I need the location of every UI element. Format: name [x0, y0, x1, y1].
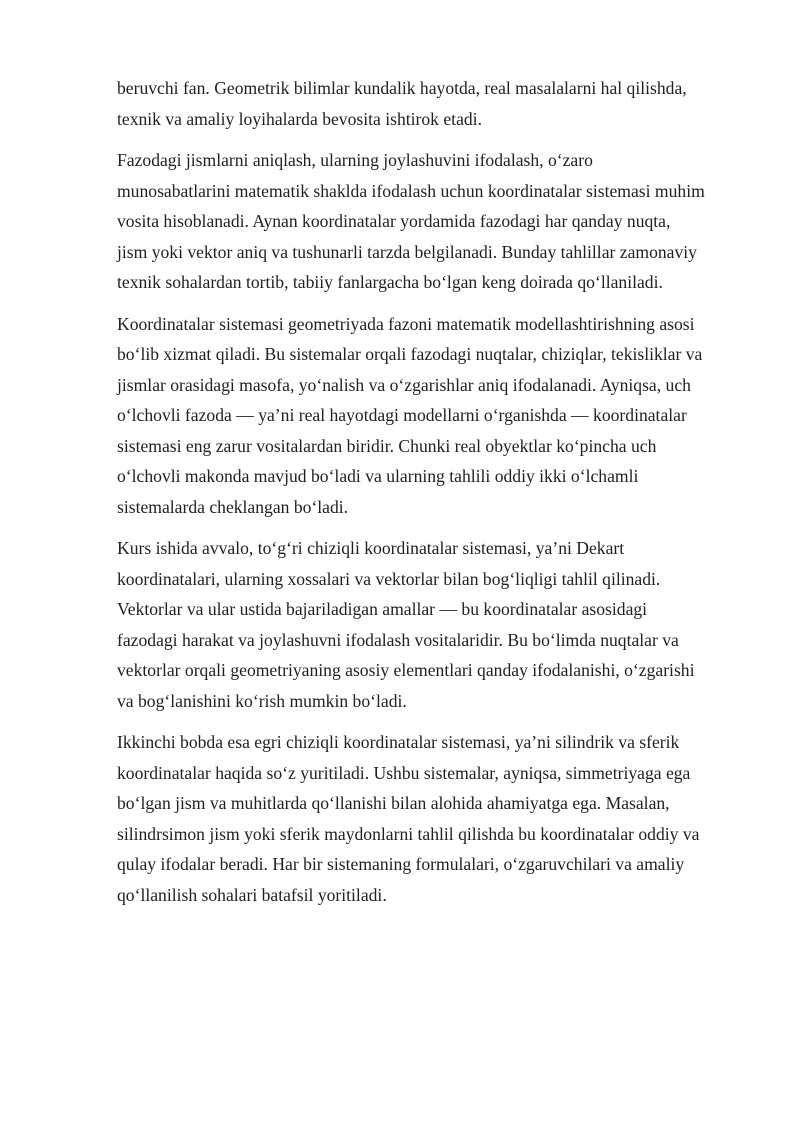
paragraph-2 — [117, 145, 747, 298]
text-line: texnik sohalardan tortib, tabiiy fanlargacha bo‘lgan keng doirada qo‘llaniladi. — [117, 272, 663, 292]
text-line: sistemasi eng zarur vositalardan biridir. Chunki real obyektlar ko‘pincha uch — [117, 435, 657, 456]
text-line: Fazodagi jismlarni aniqlash, ularning joylashuvini ifodalash, o‘zaro — [117, 150, 593, 170]
text-line: koordinatalari, ularning xossalari va vektorlar bilan bog‘liqligi tahlil qilinadi. — [117, 568, 661, 589]
text-line: Ikkinchi bobda esa egri chiziqli koordinatalar sistemasi, ya’ni silindrik va sferik — [117, 732, 680, 752]
paragraph-1 — [117, 73, 747, 134]
text-line: vektorlar orqali geometriyaning asosiy elementlari qanday ifodalanishi, o‘zgarishi — [117, 660, 695, 680]
text-line: qulay ifodalar beradi. Har bir sistemaning formulalari, o‘zgaruvchilari va amaliy — [117, 854, 685, 874]
paragraph-5 — [117, 727, 747, 910]
paragraph-3 — [117, 309, 747, 523]
text-line: o‘lchovli fazoda — ya’ni real hayotdagi modellarni o‘rganishda — koordinatalar — [117, 405, 687, 425]
text-line: Koordinatalar sistemasi geometriyada fazoni matematik modellashtirishning asosi — [117, 313, 695, 334]
text-line: texnik va amaliy loyihalarda bevosita ishtirok etadi. — [117, 108, 482, 129]
text-line: bo‘lib xizmat qiladi. Bu sistemalar orqali fazodagi nuqtalar, chiziqlar, tekisliklar va — [117, 344, 703, 364]
text-line: fazodagi harakat va joylashuvni ifodalash vositalaridir. Bu bo‘limda nuqtalar va — [117, 629, 679, 650]
text-line: vosita hisoblanadi. Aynan koordinatalar yordamida fazodagi har qanday nuqta, — [117, 211, 671, 231]
text-line: qo‘llanilish sohalari batafsil yoritiladi. — [117, 884, 387, 905]
document-body — [117, 73, 747, 921]
text-line: munosabatlarini matematik shaklda ifodalash uchun koordinatalar sistemasi muhim — [117, 180, 705, 201]
text-line: sistemalarda cheklangan bo‘ladi. — [117, 496, 349, 517]
paragraph-4 — [117, 533, 747, 716]
text-line: koordinatalar haqida so‘z yuritiladi. Ushbu sistemalar, ayniqsa, simmetriyaga ega — [117, 762, 691, 783]
text-line: Kurs ishida avvalo, to‘g‘ri chiziqli koordinatalar sistemasi, ya’ni Dekart — [117, 538, 625, 558]
text-line: Vektorlar va ular ustida bajariladigan amallar — bu koordinatalar asosidagi — [117, 599, 648, 619]
text-line: o‘lchovli makonda mavjud bo‘ladi va ularning tahlili oddiy ikki o‘lchamli — [117, 466, 639, 486]
text-line: jismlar orasidagi masofa, yo‘nalish va o‘zgarishlar aniq ifodalanadi. Ayniqsa, uch — [117, 374, 691, 395]
text-line: silindrsimon jism yoki sferik maydonlarni tahlil qilishda bu koordinatalar oddiy va — [117, 823, 700, 844]
text-line: jism yoki vektor aniq va tushunarli tarzda belgilanadi. Bunday tahlillar zamonaviy — [117, 241, 697, 262]
text-line: beruvchi fan. Geometrik bilimlar kundalik hayotda, real masalalarni hal qilishda, — [117, 78, 687, 98]
text-line: va bog‘lanishini ko‘rish mumkin bo‘ladi. — [117, 690, 407, 711]
text-line: bo‘lgan jism va muhitlarda qo‘llanishi bilan alohida ahamiyatga ega. Masalan, — [117, 793, 670, 813]
